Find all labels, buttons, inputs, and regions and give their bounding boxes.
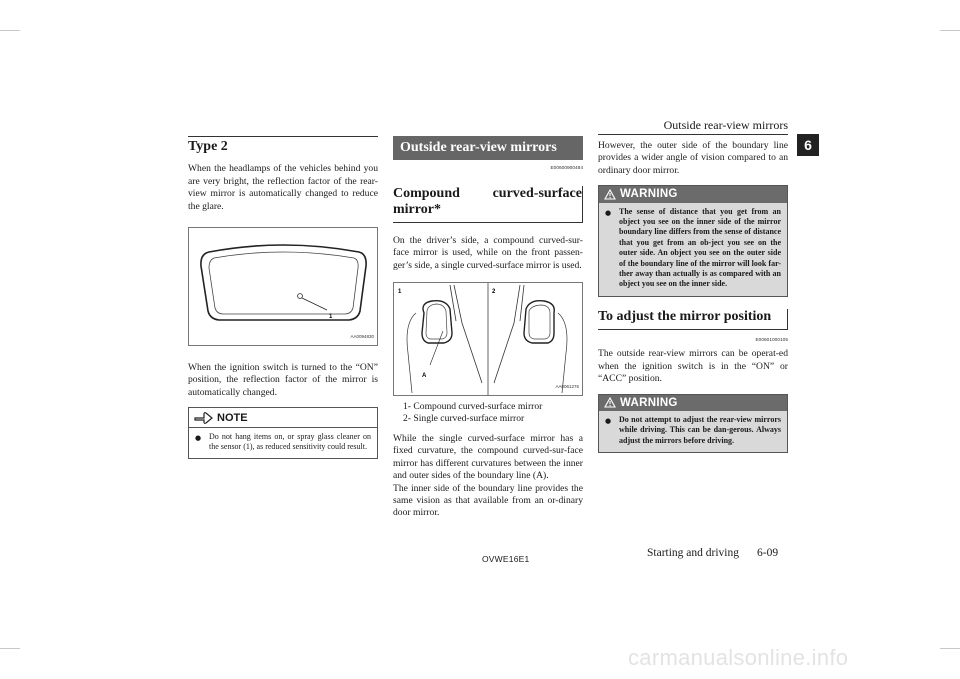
warning-body: [599, 203, 787, 296]
warning-triangle-icon: [604, 189, 616, 200]
bullet-icon: ●: [605, 208, 612, 217]
crop-mark: [0, 30, 20, 31]
mirror-figure: [188, 227, 378, 346]
figure-code: AA0094830: [350, 333, 374, 339]
note-box: [188, 407, 378, 459]
note-label: NOTE: [217, 412, 248, 425]
page-number: 6-09: [757, 547, 779, 559]
section-band: Outside rear-view mirrors: [393, 136, 583, 160]
header-rule: [598, 134, 788, 135]
caption-item: 2- Single curved-surface mirror: [403, 413, 525, 425]
warning-box: [598, 185, 788, 297]
rear-view-mirror-illustration: [189, 228, 377, 345]
paragraph: While the single curved-surface mirror has a fixed curvature, the compound curved-sur-face mirror has different curvatures between the inner and outer sides of the boundary line (A).: [393, 433, 583, 482]
paragraph: The inner side of the boundary line provides the same vision as that available from an or-dinary door mirror.: [393, 482, 583, 519]
warning-box: [598, 394, 788, 454]
figure-captions: [393, 401, 583, 425]
paragraph: However, the outer side of the boundary line provides a wider angle of vision compared to an ordinary door mirror.: [598, 140, 788, 176]
paragraph: On the driver’s side, a compound curved-sur-face mirror is used, while on the front passen-ger’s side, a single curved-surface mirror is used.: [393, 234, 583, 271]
adjust-mirror-heading: To adjust the mirror position: [598, 309, 788, 330]
compound-mirror-heading: Compound curved-surface mirror*: [393, 186, 583, 223]
warning-body: [599, 411, 787, 452]
page-header-title: Outside rear-view mirrors: [663, 118, 788, 132]
note-body: [189, 428, 377, 458]
type-heading: Type 2: [188, 139, 228, 154]
paragraph: The outside rear-view mirrors can be operat-ed when the ignition switch is in the “ON” or “ACC” position.: [598, 348, 788, 385]
column-1: [188, 136, 378, 459]
section-code: E00600900484: [550, 166, 583, 172]
warning-text: The sense of distance that you get from an object you see on the inner side of the mirror boundary line differs from the sense of distance that you get from an ob-ject you see on the outer side. An object you see on the outer side of the boundary line of the mirror will look far-ther away than actually is as compared with an object you see on the inner side.: [619, 206, 781, 289]
paragraph: When the ignition switch is turned to the “ON” position, the reflection factor of the mirror is automatically changed.: [188, 362, 378, 398]
note-hand-icon: [194, 411, 214, 425]
warning-header: [599, 186, 787, 202]
type-section: [188, 136, 378, 153]
figure-label-1: 1: [329, 314, 333, 321]
figure-label-2: 2: [492, 289, 496, 296]
door-mirrors-illustration: [394, 283, 582, 395]
warning-label: WARNING: [620, 188, 678, 201]
mirror-comparison-figure: [393, 282, 583, 396]
caption-item: 1- Compound curved-surface mirror: [403, 401, 543, 413]
figure-code: AA0061276: [555, 383, 579, 389]
note-header: [189, 408, 377, 428]
bullet-icon: ●: [605, 416, 612, 425]
figure-label-1: 1: [398, 289, 402, 296]
note-text: Do not hang items on, or spray glass cleaner on the sensor (1), as reduced sensitivity could result.: [209, 432, 371, 452]
warning-text: Do not attempt to adjust the rear-view mirrors while driving. This can be dan-gerous. Always adjust the mirrors before driving.: [619, 414, 781, 445]
column-3: [598, 140, 788, 453]
watermark: carmanualsonline.info: [628, 645, 849, 670]
column-2: [393, 136, 583, 520]
footer-code: OVWE16E1: [482, 554, 530, 564]
warning-label: WARNING: [620, 396, 678, 409]
bullet-icon: ●: [195, 434, 202, 443]
crop-mark: [0, 648, 20, 649]
paragraph: When the headlamps of the vehicles behind you are very bright, the reflection factor of the rear-view mirror is automatically changed to reduce the glare.: [188, 163, 378, 212]
section-code: E00601000105: [755, 337, 788, 343]
warning-triangle-icon: [604, 397, 616, 408]
footer-section: Starting and driving: [647, 547, 739, 559]
chapter-tab: 6: [797, 134, 819, 156]
warning-header: [599, 395, 787, 411]
figure-label-a: A: [422, 373, 427, 380]
crop-mark: [940, 30, 960, 31]
crop-mark: [940, 648, 960, 649]
